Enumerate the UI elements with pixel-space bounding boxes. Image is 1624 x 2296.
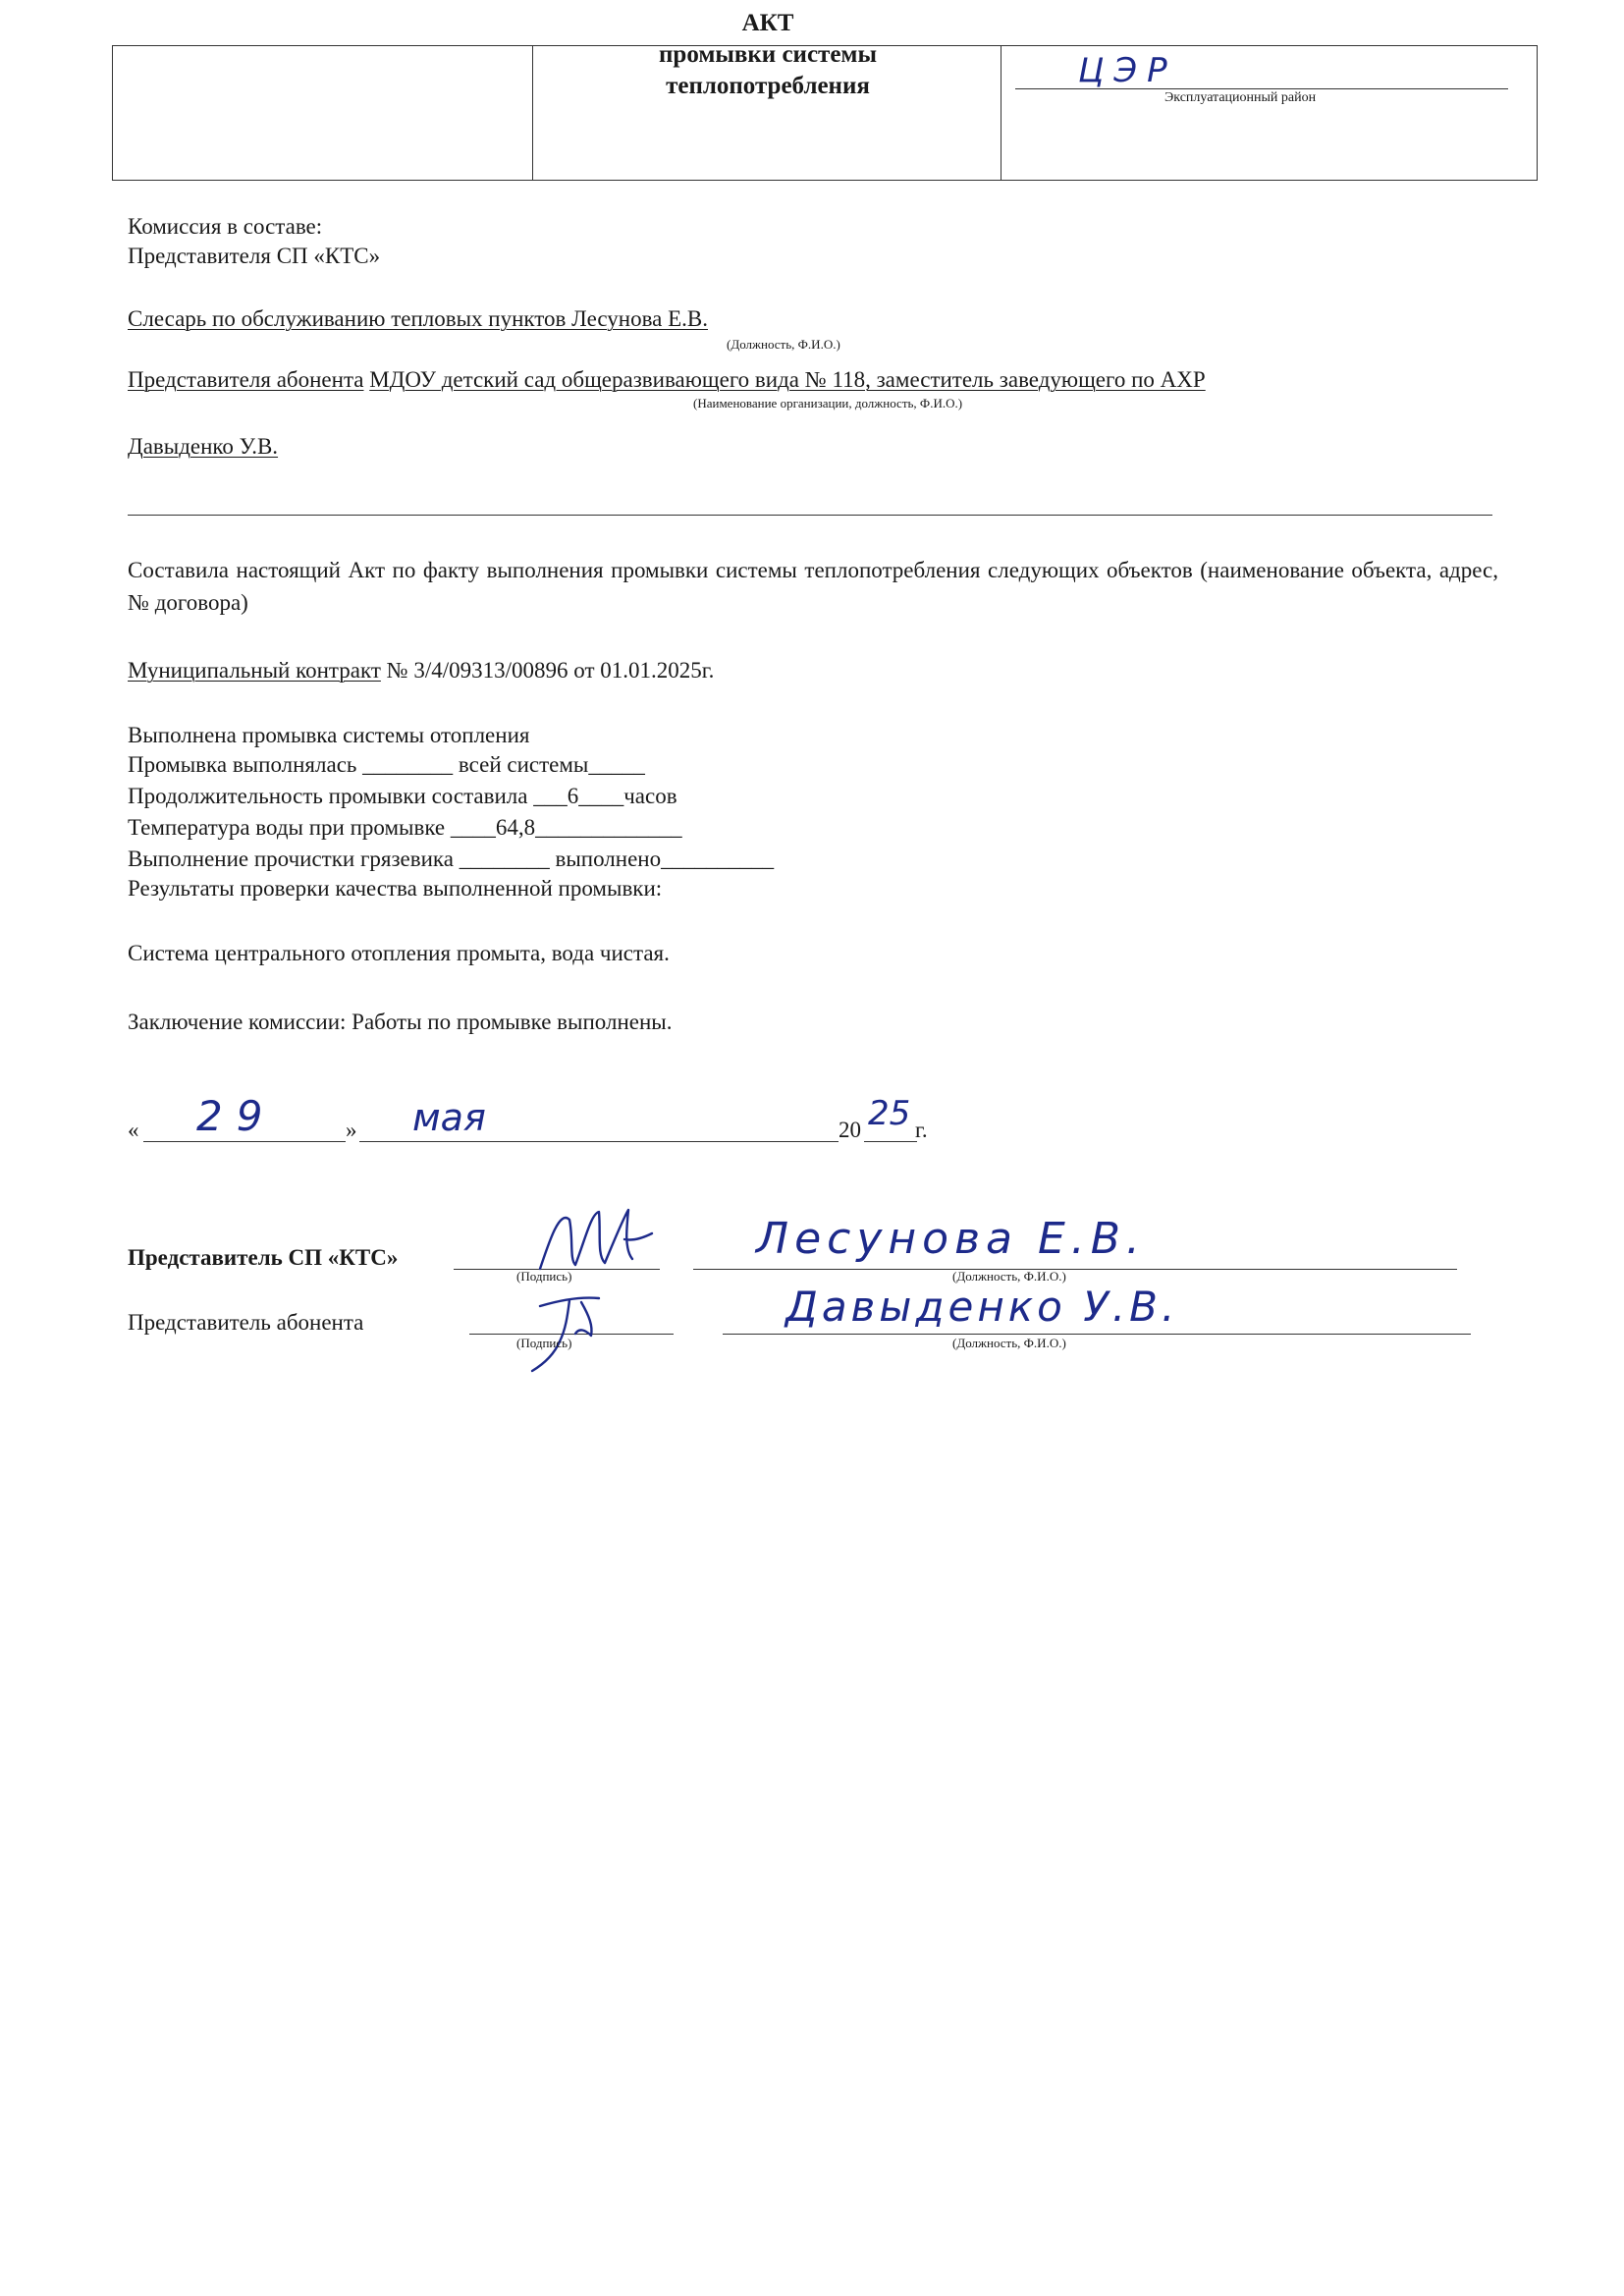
district-caption: Эксплуатационный район (1164, 90, 1317, 105)
flush-done: Выполнена промывка системы отопления (128, 723, 530, 747)
date-close-quote: » (346, 1118, 357, 1142)
conclusion: Заключение комиссии: Работы по промывке выполнены. (128, 1010, 673, 1034)
contract-value: № 3/4/09313/00896 от 01.01.2025г. (386, 658, 715, 683)
header-divider (532, 46, 533, 180)
subscriber-signed-name: Давыденко У.В. (785, 1283, 1179, 1331)
subscriber-line (128, 365, 1206, 395)
date-month-line (359, 1141, 839, 1142)
date-year-line (864, 1141, 917, 1142)
subscriber-signature-mark (520, 1286, 628, 1375)
subscriber-label: Представителя абонента (128, 367, 364, 392)
supplier-name-caption: (Должность, Ф.И.О.) (952, 1269, 1066, 1284)
mud-filter-cleaning: Выполнение прочистки грязевика ________ выполнено__________ (128, 847, 775, 871)
subscriber-sign-caption: (Подпись) (516, 1336, 572, 1350)
date-year-suffix: 25 (868, 1094, 911, 1133)
date-year-end: г. (915, 1118, 928, 1142)
district-handwritten: ЦЭР (1078, 51, 1177, 90)
subscriber-name-line (723, 1334, 1471, 1335)
date-year-prefix: 20 (839, 1118, 861, 1142)
supplier-caption: (Должность, Ф.И.О.) (727, 337, 840, 352)
blank-line (128, 515, 1492, 516)
flush-scope: Промывка выполнялась ________ всей системы_____ (128, 752, 645, 777)
subscriber-organization: МДОУ детский сад общеразвивающего вида № 118, заместитель заведующего по АХР (369, 367, 1206, 392)
subscriber-name-caption: (Должность, Ф.И.О.) (952, 1336, 1066, 1350)
supplier-representative: Слесарь по обслуживанию тепловых пунктов Лесунова Е.В. (128, 306, 708, 331)
supplier-signature-mark (530, 1200, 658, 1279)
date-day-line (143, 1141, 346, 1142)
subscriber-caption: (Наименование организации, должность, Ф.И.О.) (693, 396, 963, 410)
subscriber-sign-label: Представитель абонента (128, 1310, 364, 1335)
subscriber-name: Давыденко У.В. (128, 434, 279, 459)
act-title: АКТ промывки системы теплопотребления (659, 10, 877, 99)
flush-duration: Продолжительность промывки составила ___6____часов (128, 784, 677, 808)
results-text: Система центрального отопления промыта, вода чистая. (128, 941, 670, 965)
date-month: мая (412, 1096, 486, 1139)
district-underline (1015, 88, 1508, 89)
supplier-name-line (693, 1269, 1457, 1270)
supplier-sign-label: Представитель СП «КТС» (128, 1245, 399, 1270)
supplier-sign-caption: (Подпись) (516, 1269, 572, 1284)
commission-line: Представителя СП «КТС» (128, 244, 381, 268)
supplier-signed-name: Лесунова Е.В. (756, 1214, 1146, 1264)
flush-temperature: Температура воды при промывке ____64,8_____________ (128, 815, 682, 840)
contract-line (128, 656, 714, 685)
date-day: 29 (196, 1092, 277, 1140)
intro-paragraph: Составила настоящий Акт по факту выполнения промывки системы теплопотребления следующих объектов (наименование объекта, адрес, № договора) (128, 558, 1498, 615)
commission-line: Комиссия в составе: (128, 214, 323, 239)
results-label: Результаты проверки качества выполненной промывки: (128, 876, 663, 901)
contract-label: Муниципальный контракт (128, 658, 381, 683)
date-open-quote: « (128, 1118, 139, 1142)
